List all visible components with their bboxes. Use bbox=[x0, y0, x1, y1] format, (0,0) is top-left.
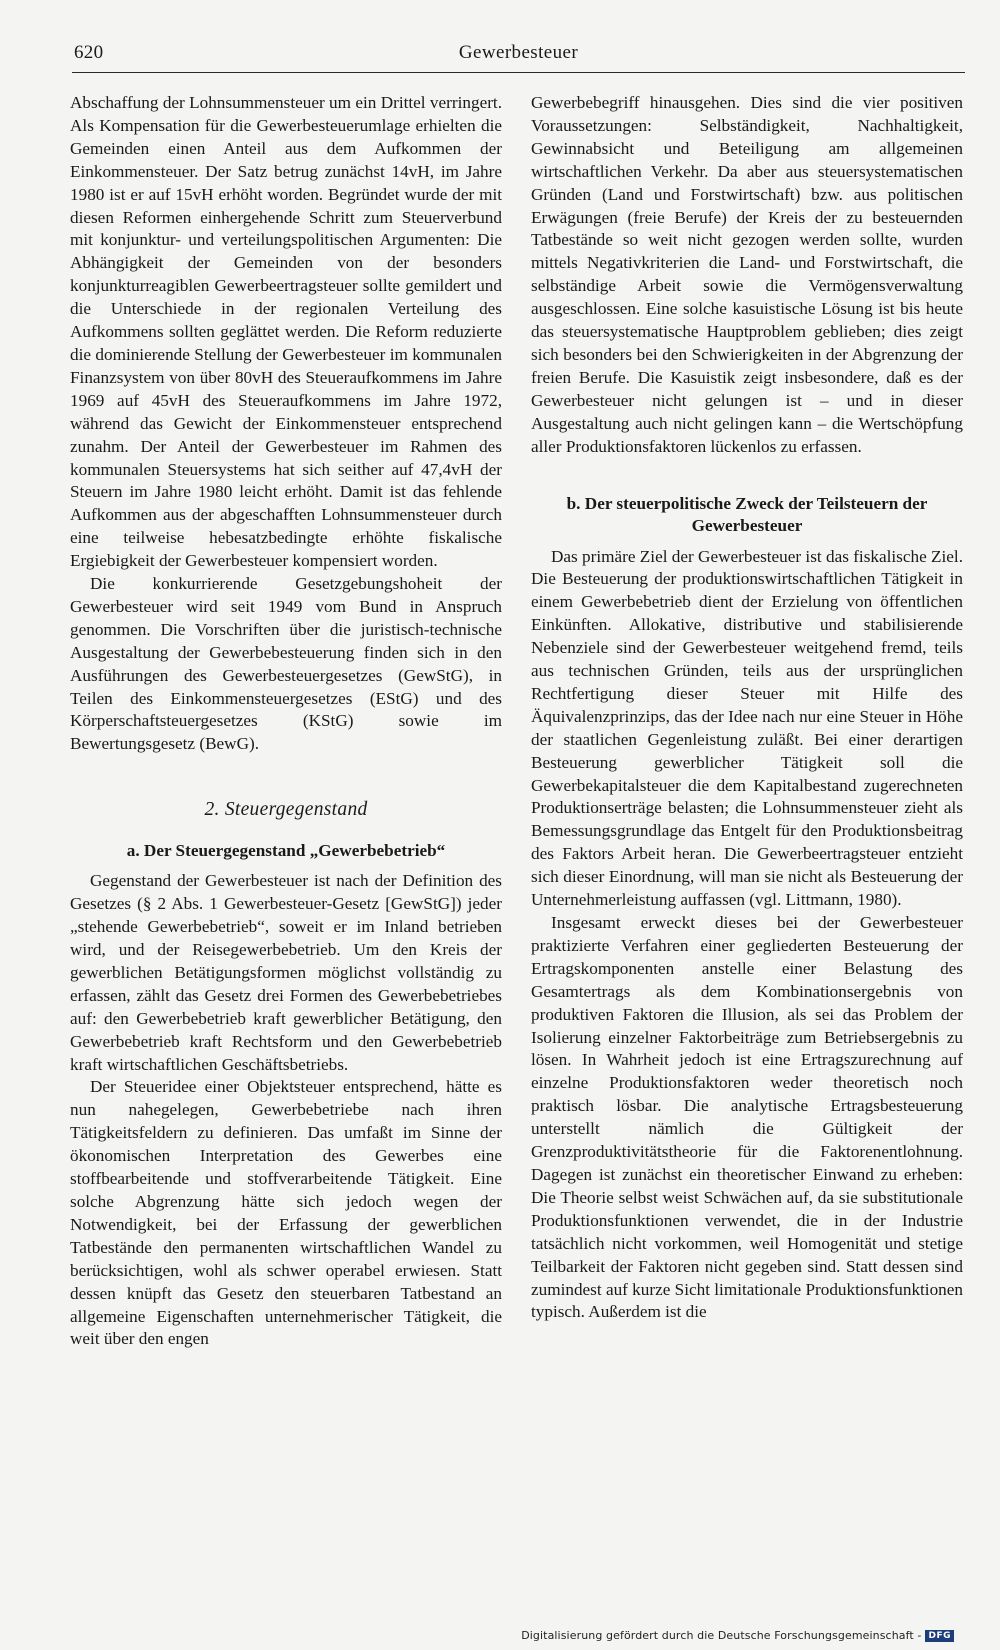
left-paragraph-3: Gegenstand der Gewerbesteuer ist nach der Definition des Gesetzes (§ 2 Abs. 1 Gewerbesteuer-Gesetz [GewStG]) jeder „stehende Gewerbebetrieb“, soweit er im Inland betrieben wird, und der Reisegewerbebetrieb. Um den Kreis der gewerblichen Betätigungsformen möglichst vollständig zu erfassen, zählt das Gesetz drei Formen des Gewerbebetriebes auf: den Gewerbebetrieb kraft gewerblicher Betätigung, den Gewerbebetrieb kraft Rechtsform und den Gewerbebetrieb kraft wirtschaftlichen Geschäftsbetriebs. bbox=[70, 871, 502, 1074]
subsection-heading-a: a. Der Steuergegenstand „Gewerbebetrieb“ bbox=[126, 841, 446, 861]
right-paragraph-3: Insgesamt erweckt dieses bei der Gewerbesteuer praktizierte Verfahren einer gegliederten Besteuerung der Ertragskomponenten anstelle einer Belastung des Gesamtertrags als dem Kombinationsergebnis von produktiven Faktoren die Illusion, als sei das Problem der Isolierung einzelner Faktorbeiträge zum Betriebsergebnis zu lösen. In Wahrheit jedoch ist eine Ertragszurechnung auf einzelne Produktionsfaktoren weder theoretisch noch praktisch lösbar. Die analytische Ertragsbesteuerung unterstellt nämlich die Gültigkeit der Grenzproduktivitätstheorie für die Faktorenentlohnung. Dagegen ist zunächst ein theoretischer Einwand zu erheben: Die Theorie selbst weist Schwächen auf, da sie substitutionale Produktionsfunktionen verwendet, die in der Industrie tatsächlich nicht vorkommen, weil Homogenität und stetige Teilbarkeit der Faktoren nicht gegeben sind. Statt dessen sind zumindest auf kurze Sicht limitationale Produktionsfunktionen typisch. Außerdem ist die bbox=[531, 913, 963, 1322]
section-heading: 2. Steuergegenstand bbox=[204, 799, 368, 821]
right-column bbox=[531, 92, 963, 1324]
left-column bbox=[70, 92, 502, 1351]
page-header-title: Gewerbesteuer bbox=[458, 42, 579, 63]
page-number: 620 bbox=[74, 42, 104, 63]
right-paragraph-1: Gewerbebegriff hinausgehen. Dies sind die vier positiven Voraussetzungen: Selbständigkeit, Nachhaltigkeit, Gewinnabsicht und Beteiligung am allgemeinen wirtschaftlichen Verkehr. Da aber aus steuersystematischen Gründen (Land und Forstwirtschaft) bzw. aus politischen Erwägungen (freie Berufe) der Kreis der zu besteuernden Tatbestände so weit nicht gezogen werden sollte, wurden mittels Negativkriterien die Land- und Forstwirtschaft, die selbständige Arbeit sowie die Vermögensverwaltung ausgeschlossen. Eine solche kasuistische Lösung ist bis heute das steuersystematische Hauptproblem geblieben; dies zeigt sich besonders bei den Schwierigkeiten in der Abgrenzung der freien Berufe. Die Kasuistik zeigt insbesondere, daß es der Gewerbesteuer nicht gelungen ist – und in dieser Ausgestaltung auch nicht gelingen kann – die Wertschöpfung aller Produktionsfaktoren lückenlos zu erfassen. bbox=[531, 93, 963, 456]
left-paragraph-2: Die konkurrierende Gesetzgebungshoheit der Gewerbesteuer wird seit 1949 vom Bund in Anspruch genommen. Die Vorschriften über die juristisch-technische Ausgestaltung der Gewerbebesteuerung finden sich in den Ausführungen des Gewerbesteuergesetzes (GewStG), in Teilen des Einkommensteuergesetzes (EStG) und des Körperschaftsteuergesetzes (KStG) sowie im Bewertungsgesetz (BewG). bbox=[70, 574, 502, 754]
subsection-heading-b: b. Der steuerpolitische Zweck der Teilsteuern der Gewerbesteuer bbox=[566, 493, 928, 535]
digitization-footer bbox=[521, 1629, 954, 1642]
dfg-logo: DFG bbox=[925, 1630, 954, 1642]
running-head bbox=[72, 42, 965, 73]
left-paragraph-4: Der Steueridee einer Objektsteuer entsprechend, hätte es nun nahegelegen, Gewerbebetriebe nach ihren Tätigkeitsfeldern zu definieren. Das umfaßt im Sinne der ökonomischen Interpretation des Gewerbes eine stoffbearbeitende und stoffverarbeitende Tätigkeit. Eine solche Abgrenzung hätte sich jedoch wegen der Notwendigkeit, bei der Erfassung der gewerblichen Tatbestände den permanenten wirtschaftlichen Wandel zu berücksichtigen, wohl als schwer operabel erwiesen. Statt dessen knüpft das Gesetz den steuerbaren Tatbestand an allgemeine Eigenschaften unternehmerischer Tätigkeit, die weit über den engen bbox=[70, 1077, 502, 1349]
left-paragraph-1: Abschaffung der Lohnsummensteuer um ein Drittel verringert. Als Kompensation für die Gewerbesteuerumlage erhielten die Gemeinden einen Anteil aus dem Aufkommen der Einkommensteuer. Der Satz betrug zunächst 14vH, im Jahre 1980 ist er auf 15vH erhöht worden. Begründet wurde der mit diesen Reformen einhergehende Schritt zum Steuerverbund mit konjunktur- und verteilungspolitischen Argumenten: Die Abhängigkeit der Gemeinden von der besonders konjunkturreagiblen Gewerbeertragsteuer sollte gemildert und die Unterschiede in der regionalen Verteilung des Aufkommens sollten geglättet werden. Die Reform reduzierte die dominierende Stellung der Gewerbesteuer im kommunalen Finanzsystem von über 80vH des Steueraufkommens im Jahre 1969 auf 45vH des Steueraufkommens im Jahre 1972, während das Gewicht der Einkommensteuer entsprechend zunahm. Der Anteil der Gewerbesteuer im Rahmen des kommunalen Steuersystems hat sich seither auf 47,4vH der Steuern im Jahre 1980 leicht erhöht. Damit ist das fehlende Aufkommen aus der abgeschafften Lohnsummensteuer durch eine teilweise hebesatzbedingte erhöhte fiskalische Ergiebigkeit der Gewerbesteuer kompensiert worden. bbox=[70, 93, 502, 571]
right-paragraph-2: Das primäre Ziel der Gewerbesteuer ist das fiskalische Ziel. Die Besteuerung der produktionswirtschaftlichen Tätigkeit in einem Gewerbebetrieb dient der Erzielung von öffentlichen Einkünften. Allokative, distributive und stabilisierende Nebenziele sind der Gewerbesteuer weitgehend fremd, teils aus technischen Gründen, teils aus der ursprünglichen Rechtfertigung dieser Steuer mit Hilfe des Äquivalenzprinzips, das der Idee nach nur eine Steuer in Höhe der staatlichen Gegenleistung zuläßt. Bei einer derartigen Besteuerung gewerblicher Tätigkeit soll die Gewerbekapitalsteuer die dem Kapitalbestand zugerechneten Produktionserträge belasten; die Lohnsummensteuer zieht als Bemessungsgrundlage das Entgelt für den Produktionsbeitrag des Faktors Arbeit heran. Die Gewerbeertragsteuer entzieht sich dieser Einordnung, will man sie nicht als Besteuerung der Unternehmerleistung auffassen (vgl. Littmann, 1980). bbox=[531, 546, 963, 910]
footer-note-text: Digitalisierung gefördert durch die Deutsche Forschungsgemeinschaft - bbox=[521, 1629, 922, 1642]
